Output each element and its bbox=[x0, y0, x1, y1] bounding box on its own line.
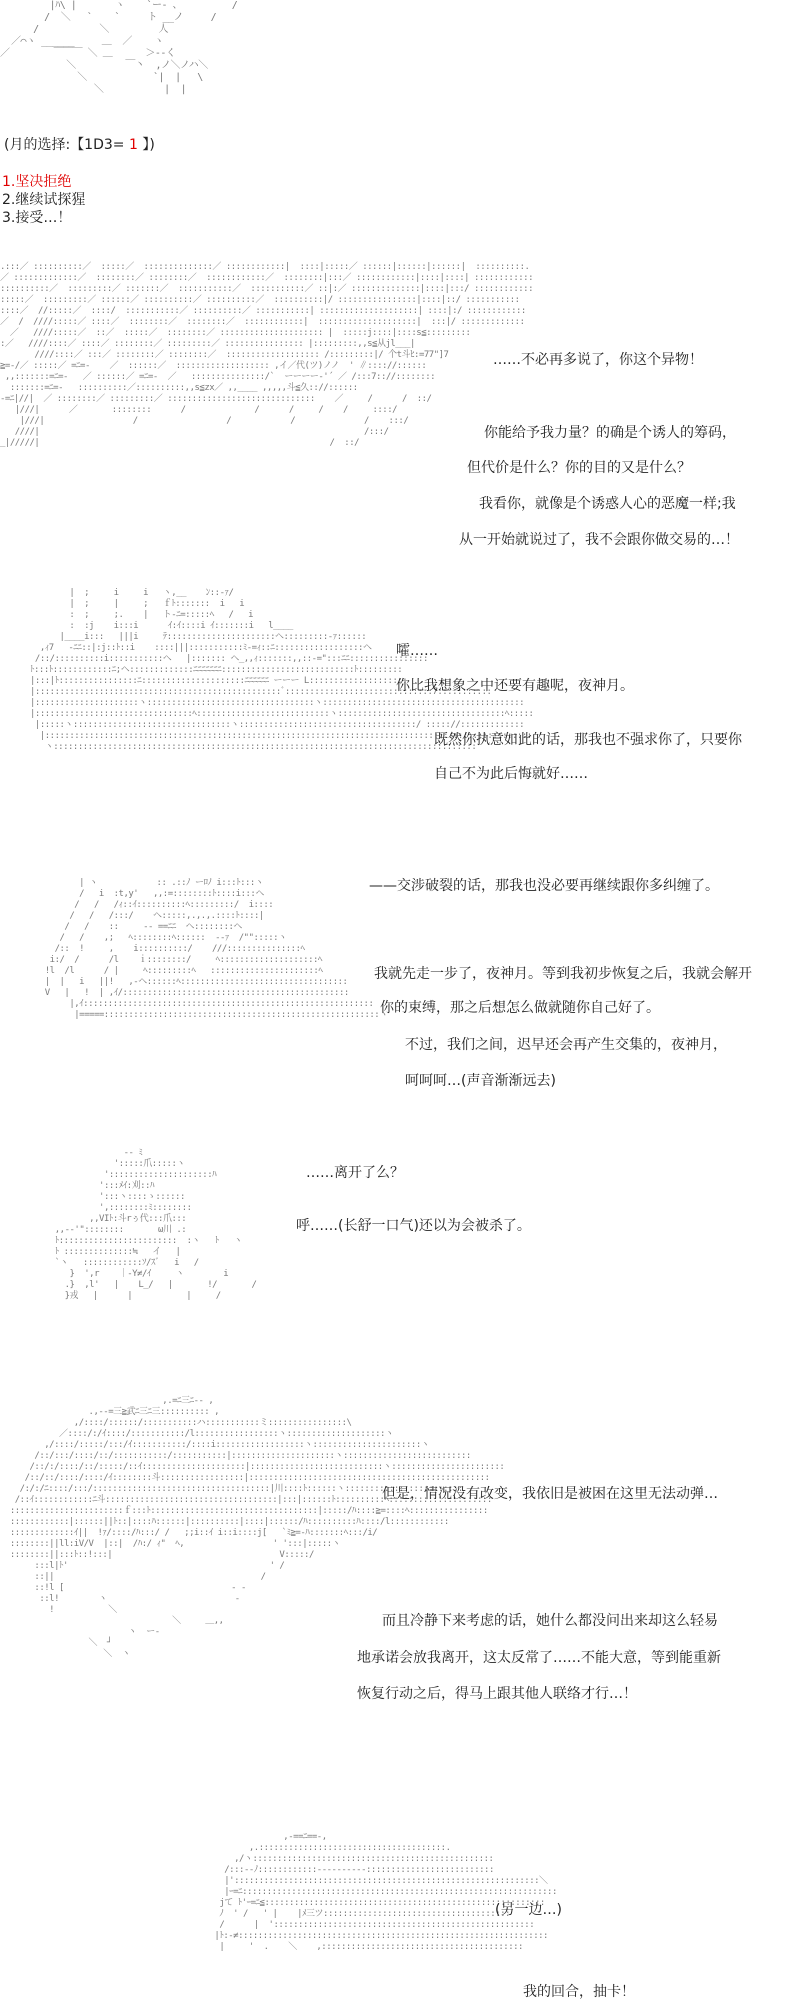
choice-option-2: 2.继续试探猩 bbox=[2, 192, 86, 208]
dice-suffix: 】) bbox=[137, 137, 155, 153]
panel-5-line-3: 地承诺会放我离开，这太反常了……不能大意，等到能重新 bbox=[357, 1650, 721, 1666]
panel-2-line-1: 嚯…… bbox=[396, 643, 438, 659]
panel-1-line-2: 你能给予我力量？的确是个诱人的筹码， bbox=[484, 425, 736, 441]
ascii-art-panel-2: | ; i i ヽ,__ ﾝ::-ｧ/ | ; | ; ｆﾄ::::::: i i : ; ;. | ト‐ﾆ=:::::ﾍ / i : :j i:::i ｲ:ｲ::::i ｲ:::::::i l____ |____i::: |||i ﾃ::::::::::::::::::::::ヘ:::::::::-ｧ:::::: ,ｨ7 -ﾆﾆ::|:j::ﾄ::i ::::|||:::::::::::ﾐ‐=ｨ::ﾆ::::::::::::::::::ヘ /::/::::::::::i:::::::::::ヘ |::::::: ヘ_,,ｨ:::::::,,::-=":::ﾆﾆ:::::::::::::::: ﾄ:::ﾄ::::::::::::ﾆ;ヘ:::::::::::::ﾆﾆﾆﾆﾆﾆﾆ:::::::::::::::::::::::::::ﾄ::::::::: |:::|ﾄ::::::::::::::::ﾆ:::::::::::::::::::::ﾆﾆﾆﾆﾆﾆ ーーー L:::::::::::::::::::: |::::::::::::::::::::::::::::::::::::::::::::::::::ﾞ::::::::::::::::::::::::::::::7::::::::::: |:::::::::::::::::::::ヽ::::::::::::::::::::::::::::::::::ヽ::::::::::::::::::::::::::::::::::::::::: |::::::::::::::::::::::::::::::::ﾍ:::::::::::::::::::::::::::ヽ::::::::::::::::::::::::::::::::::ﾍ::::: |:::::ヽ::::::::::::::::::::::::::::::::ヽ::::::::::::::::::::::::::::::::::::/ ::::://::::::::::::: |::::::::::::::::::::::::::::::::::::::::::::::::::::::::::::::::::::::::::::::::::::::::::::::::::: ヽ:::::::::::::::::::::::::::::::::::::::::::::::::::::::::::::::::::::::::::::::::::::: bbox=[30, 588, 534, 752]
panel-6-line-2: 我的回合，抽卡！ bbox=[523, 1984, 635, 2000]
panel-3-line-2: 我就先走一步了，夜神月。等到我初步恢复之后，我就会解开 bbox=[374, 966, 752, 982]
panel-2-line-3: 既然你执意如此的话，那我也不强求你了，只要你 bbox=[434, 732, 742, 748]
ascii-art-panel-5: ,.=ﾆ三ﾆ-- , .,-‐=三≧武ﾆ三ﾆ三:::::::::: , ,/::::/::::::/:::::::::::ハ:::::::::::ミ::::::::::::::::\ ／::::/:/ｲ::::/:::::::::::/l:::::::::::::::::ヽ::::::::::::::::::::ヽ ,/::::/:::::/:::/ｲ:::::::::::/::::i::::::::::::::::::ヽ::::::::::::::::::::::ヽ /::/:::/::::/::/:::::::::::/:::::::::::|:::::::::::::::::::::ヽ:::::::::::::::::::::::::: /::/:/::::/::/:::::/::ｲ:::::::::::::::::::::|:::::::::::::::::::::::::::ヽ::::::::::::::::::::::: /::/::/::::/::::/ｲ::::::::斗:::::::::::::::::|::::::::::::::::::::::::::::::::::::::::::::::::: /:/:/ﾆ::::/:::/::::::::::::::::::::::::::::::::::::|川::::ﾄ::::::ヽ:::::::::::::::::::::::: /::ｲ::::::::::::ﾆ斗:::::::::::::::::::::::::::::::::::|:::|::::::ﾄ::::::::::ﾍ::::::::::::::::::::: :::::::::::::::::::::::ｆ:::ﾄ::::::::::::::::::::::::::::::::::|:::::/ﾊ::::≧=::::ﾍ:::::::::::::::: ::::::::::::|::::::||ﾄ::|::::ﾊ::::::|::::::::::|::::|::::::/ﾊ::::::::::ﾊ::::/l:::::::::::: :::::::::::::ｲ|| !ｧ/::::/ﾊ:::/ / ;;i::ｲ i::i::::j[ `ﾐ≧=-ﾊ:::::::ﾍ:::/i/ ::::::::||ll:iV/V |::| /ﾊ:/ ｨ" ﾍ, ' ':::|:::::ヽ ::::::::||:::ﾄ::!:::| V:::::/ :::l|ﾄ' ' / ::|| / ::!l [ ‐ ‐ ::l! ヽ ‐ ! ＼ ＼ ＿,, ヽ ー‐ ＼ ┘ ＼ ヽ bbox=[9, 1396, 505, 1659]
panel-1-line-4: 我看你，就像是个诱惑人心的恶魔一样;我 bbox=[479, 496, 736, 512]
panel-5-line-4: 恢复行动之后，得马上跟其他人联络才行…！ bbox=[357, 1686, 637, 1702]
ascii-art-top: |ﾊ\ | ヽ `ー‐ 、 / / ＼ ` ` ト __ノ / / ＼ 人 ／⌒ヽ ______ ＿ ／ ヽ ／ ￣￣￣ ＼ ＿ ＞‐‐く ＼ ￣丶 ,ノ＼ノハ＼ ＼ `| | \ ＼ | | bbox=[0, 0, 238, 95]
choice-list bbox=[2, 173, 85, 227]
panel-3-line-4: 不过，我们之间，迟早还会再产生交集的，夜神月， bbox=[405, 1037, 727, 1053]
ascii-art-panel-3: | ヽ :: .::ﾉ ーﾛﾉ i:::ﾄ:::ヽ / i :t,y' ,,:=::::::::ﾄ::::i:::ヘ / / /ｨ::ｲ::::::::::ﾍ:::::::::/ i:::: / / /:::/ ヘ:::::,.,.,.::::ﾄ::::| / / :: ‐‐ ==ﾆﾆ ヘ::::::::ヘ / / ,; ﾍ::::::::ﾍ:::::: ‐‐ｧ /"":::::ヽ /:: ! , i::::::::::/ ///:::::::::::::::ﾍ i:/ / /l ｉ::::::::/ ﾍ::::::::::::::::::::ﾍ !l /l / | ﾍ:::::::::ﾍ ::::::::::::::::::::::ﾍ | | i ||! ,‐ヘ::::::ﾍ:::::::::::::::::::::::::::::::::: V | ! | ,ｲ/:::::::::::::::::::::::::::::::::::::::::::::: |,ｲ::::::::::::::::::::::::::::::::::::::::::::::::::::::::::: |=====::::::::::::::::::::::::::::::::::::::::::::::::::::::::ヽ bbox=[44, 878, 388, 1020]
panel-4-line-2: 呼……(长舒一口气)还以为会被杀了。 bbox=[296, 1218, 531, 1234]
panel-6-line-1: (另一边…) bbox=[495, 1902, 562, 1918]
panel-5-line-1: 但是，情况没有改变，我依旧是被困在这里无法动弹… bbox=[382, 1486, 718, 1502]
dice-prefix: (月的选择:【1D3= bbox=[4, 137, 129, 153]
ascii-art-panel-6: ,-==ﾆ==-, ,.::::::::::::::::::::::::::::::::::::::. ,/ヽ::::::::::::::::::::::::::::::::::::::::::::::::: /:::‐-ﾉ::::::::::::‐‐‐-------:::::::::::::::::::::::::: |'::::::::::::::::::::::::::::::::::::::::::::::::::::::::::::::＼ |ｰ=ﾆ:::::::::::::::::::::::::::::::::::::::::::::::::::::::::::::::: jて ﾄ'ｰ=ﾆ≦::::::::::::::::::::::::::::::::::::::::::::::::::::::::: ﾉ ' / ' | |ﾒ三ツ:::::::::::::::::::::::::::::::::::::: / | '::::::::::::::::::::::::::::::::::::::::::::::::::::: |ﾄ:‐≠::::::::::::::::::::::::::::::::::::::::::::::::::::::::::::::: | ' . ＼ ,::::::::::::::::::::::::::::::::::::::::: bbox=[214, 1832, 557, 1952]
panel-2-line-2: 你比我想象之中还要有趣呢，夜神月。 bbox=[396, 678, 634, 694]
panel-3-line-1: ——交涉破裂的话，那我也没必要再继续跟你多纠缠了。 bbox=[369, 878, 719, 894]
panel-3-line-5: 呵呵呵…(声音渐渐远去) bbox=[405, 1073, 556, 1089]
panel-1-line-1: ……不必再多说了，你这个异物！ bbox=[493, 352, 703, 368]
panel-1-line-3: 但代价是什么？你的目的又是什么？ bbox=[467, 460, 691, 476]
choice-option-3: 3.接受…！ bbox=[2, 210, 72, 226]
choice-option-1: 1.坚决拒绝 bbox=[2, 174, 72, 190]
panel-5-line-2: 而且冷静下来考虑的话，她什么都没问出来却这么轻易 bbox=[382, 1613, 718, 1629]
dice-value: 1 bbox=[128, 137, 138, 153]
panel-2-line-4: 自己不为此后悔就好…… bbox=[434, 766, 588, 782]
ascii-art-panel-1: .:::／ ::::::::::／ :::::／ ::::::::::::::／ ::::::::::::| ::::|:::::／ ::::::|::::::|::::::| ::::::::::. ／ :::::::::::::／ ::::::::／ ::::::::／ ::::::::::::／ ::::::::|:::／ ::::::::::::|::::|::::| :::::::::::: ::::::::::／ :::::::::／ :::::::／ :::::::::::／ :::::::::::／ ::|:／ ::::::::::::::|::::|:::/ :::::::::::: :::::／ :::::::::／ ::::::／ ::::::::::／ ::::::::::／ ::::::::::|/ ::::::::::::::::|::::|::/ ::::::::::: ::::／ //:::::／ ::::/ :::::::::::／ ::::::::::／ :::::::::::| ::::::::::::::::::::| ::::|:/ :::::::::::: ／ / ////:::::／ ::::／ ::::::::／ ::::::::／ ::::::::::::| ::::::::::::::::::::| :::|/ ::::::::::::: ／ ////:::::／ ::／ :::::／ ::::::::／ ::::::::::::::::::::: | :::::j::::|::::s≦::::::::: :／ ////::::／ ::::／ ::::::::／ :::::::::／ :::::::::::::::: |:::::::::,,s≦从jl___| ////::::／ :::／ ::::::::／ ::::::::／ ::::::::::::::::::: /:::::::::|/ 个t斗ﾋ:=77"]7 ≧=-/／ :::::／ =ﾆ=- ／ ::::::／ ::::::::::::::::::: ,イ／代(ツ)ノノ ' ∥:::://:::::: ,,:::::::=ﾆ=- ／ ::::::／ =ﾆ=- ／ :::::::::::::::/` ーーーー‐'´ ／ /:::7:://:::::::: :::::::=ﾆ=- ::::::::::／::::::::::,,s≦zx／ ,,____ ,,,,,斗≦久:://:::::: -=ﾆ|//| ／ ::::::::／ :::::::::／ :::::::::::::::::::::::::::::: ／ / / ::/ |///| ／ :::::::: / / / / / ::::/ |///| / / / / :::/ ////| /:::/ _|/////| / ::/ bbox=[0, 262, 534, 448]
panel-3-line-3: 你的束缚，那之后想怎么做就随你自己好了。 bbox=[380, 1000, 660, 1016]
panel-4-line-1: ……离开了么？ bbox=[306, 1165, 404, 1181]
ascii-art-panel-4: ‐‐ ﾐ ':::::爪:::::ヽ ':::::::::::::::::::::ﾊ ':::ﾒｲ:刈::ﾊ ':::ヽ::::ゝ:::::: ',::::::::ﾐ:::::::: ,,VIﾄ:斗rぅ代:::爪::: ,,-‐'":::::::: ω川 .: ﾄ:::::::::::::::::::::::: :ヽ ﾄ ヽ ﾄ ::::::::::::::≒ イ | `ヽ ::::::::::::ｿ/ｽﾞ i / } ',r ｜‐Y≠/ｲ ヽ i .} ,l' | L_/ | !/ / }戎 | | | / bbox=[54, 1148, 257, 1301]
panel-1-line-5: 从一开始就说过了，我不会跟你做交易的…！ bbox=[459, 532, 739, 548]
dice-result bbox=[4, 135, 155, 155]
